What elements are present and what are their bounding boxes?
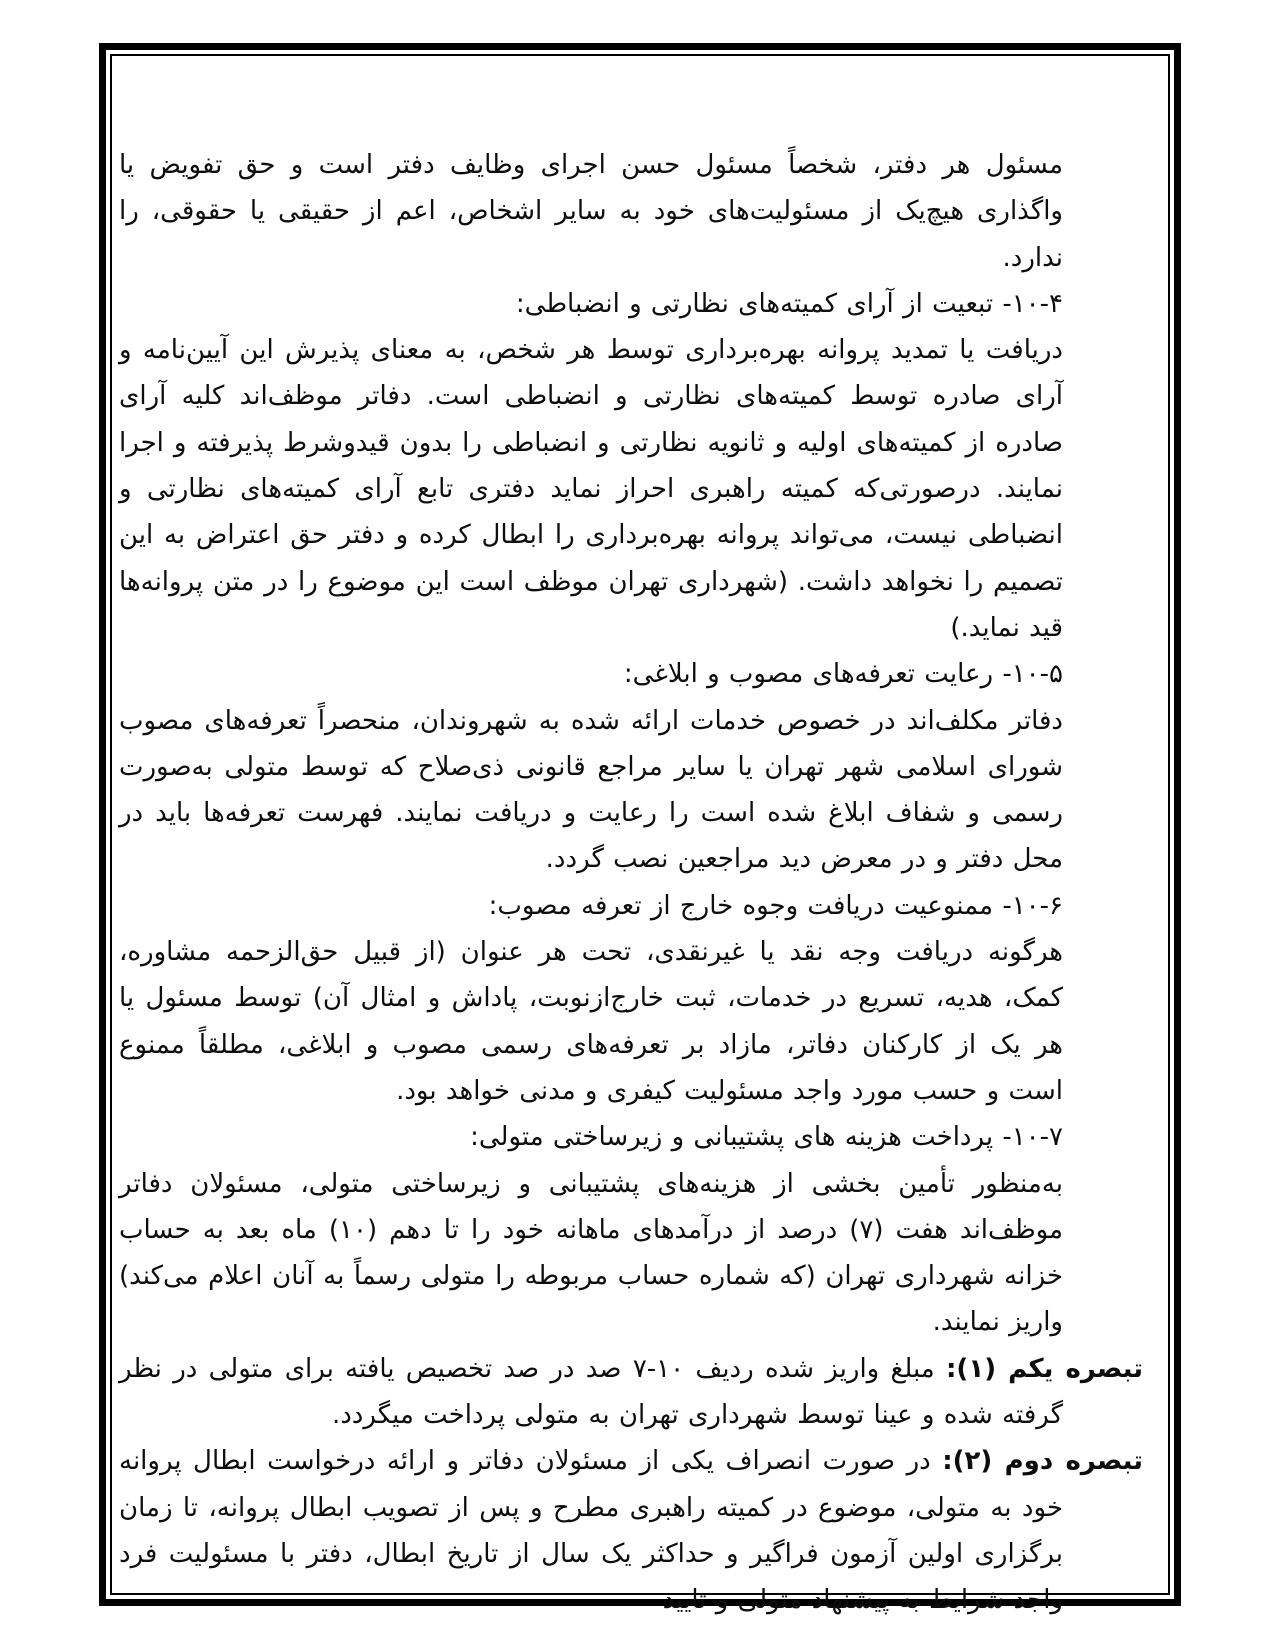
document-text-block: [119, 142, 1144, 1624]
note-1-text: مبلغ واریز شده ردیف ۱۰-۷ صد در صد تخصیص یافته برای متولی در نظر گرفته شده و عینا توسط شهرداری تهران به متولی پرداخت میگردد.: [119, 1353, 1063, 1431]
section-paragraph-10-7: به‌منظور تأمین بخشی از هزینه‌های پشتیبانی و زیرساختی متولی، مسئولان دفاتر موظف‌اند هفت (۷) درصد از درآمدهای ماهانه خود را تا دهم (۱۰) ماه بعد به حساب خزانه شهرداری تهران (که شماره حساب مربوطه را متولی رسماً به آنان اعلام می‌کند) واریز نمایند.: [119, 1168, 1064, 1338]
section-heading-10-6: ۱۰-۶- ممنوعیت دریافت وجوه خارج از تعرفه مصوب:: [488, 890, 1063, 921]
note-1-label: تبصره یکم (۱):: [946, 1353, 1144, 1384]
section-paragraph-10-6: هرگونه دریافت وجه نقد یا غیرنقدی، تحت هر عنوان (از قبیل حق‌الزحمه مشاوره، کمک، هدیه، تسریع در خدمات، ثبت خارج‌ازنوبت، پاداش و امثال آن) توسط مسئول یا هر یک از کارکنان دفاتر، مازاد بر تعرفه‌های رسمی مصوب و ابلاغی، مطلقاً ممنوع است و حسب مورد واجد مسئولیت کیفری و مدنی خواهد بود.: [119, 937, 1063, 1106]
intro-paragraph: مسئول هر دفتر، شخصاً مسئول حسن اجرای وظایف دفتر است و حق تفویض یا واگذاری هیچ‌یک از مسئولیت‌های خود به سایر اشخاص، اعم از حقیقی یا حقوقی، را ندارد.: [119, 150, 1063, 273]
section-heading-10-7: ۱۰-۷- پرداخت هزینه های پشتیبانی و زیرساختی متولی:: [470, 1122, 1063, 1153]
note-paragraph-1: [119, 1346, 1144, 1439]
section-paragraph-10-4: دریافت یا تمدید پروانه بهره‌برداری توسط هر شخص، به معنای پذیرش این آیین‌نامه و آرای صادره توسط کمیته‌های نظارتی و انضباطی است. دفاتر موظف‌اند کلیه آرای صادره از کمیته‌های اولیه و ثانویه نظارتی و انضباطی را بدون قیدوشرط پذیرفته و اجرا نمایند. درصورتی‌که کمیته راهبری احراز نماید دفتری تابع آرای کمیته‌های نظارتی و انضباطی نیست، می‌تواند پروانه بهره‌برداری را ابطال کرده و دفتر حق اعتراض به این تصمیم را نخواهد داشت. (شهرداری تهران موظف است این موضوع را در متن پروانه‌ها قید نماید.): [119, 335, 1063, 643]
note-2-label: تبصره دوم (۲):: [942, 1446, 1143, 1477]
section-heading-10-5: ۱۰-۵- رعایت تعرفه‌های مصوب و ابلاغی:: [623, 659, 1063, 690]
note-paragraph-2: [119, 1438, 1143, 1623]
note-2-text: در صورت انصراف یکی از مسئولان دفاتر و ارائه درخواست ابطال پروانه خود به متولی، موضوع در کمیته راهبری مطرح و پس از تصویب ابطال پروانه، تا زمان برگزاری اولین آزمون فراگیر و حداکثر یک سال از تاریخ ابطال، دفتر با مسئولیت فرد واجد شرایط به پیشنهاد متولی و تایید: [119, 1446, 1063, 1616]
section-paragraph-10-5: دفاتر مکلف‌اند در خصوص خدمات ارائه شده به شهروندان، منحصراً تعرفه‌های مصوب شورای اسلامی شهر تهران یا سایر مراجع قانونی ذی‌صلاح که توسط متولی به‌صورت رسمی و شفاف ابلاغ شده است را رعایت و دریافت نمایند. فهرست تعرفه‌ها باید در محل دفتر و در معرض دید مراجعین نصب گردد.: [119, 705, 1063, 875]
section-heading-10-4: ۱۰-۴- تبعیت از آرای کمیته‌های نظارتی و انضباطی:: [515, 288, 1063, 319]
